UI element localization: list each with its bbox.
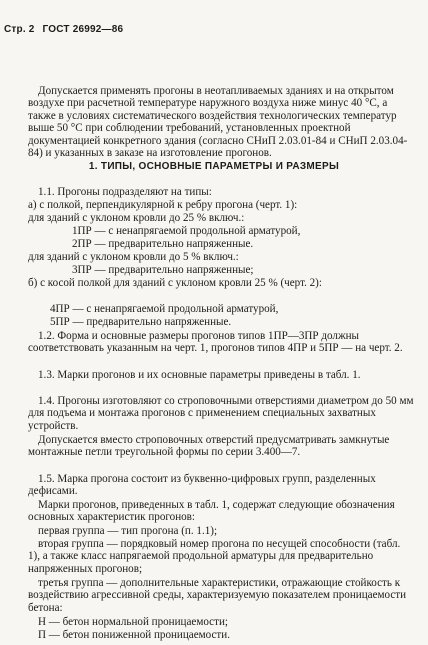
- clause-1-2: 1.2. Форма и основные размеры прогонов типов 1ПР—3ПР должны соответствовать указанным на черт. 1, прогонов типов 4ПР и 5ПР — на черт. 2.: [28, 330, 403, 355]
- clause-1-4-note: Допускается вместо строповочных отверстий предусматривать замкнутые монтажные петли треугольной формы по серии 3.400—7.: [28, 434, 390, 459]
- type-5pr: 5ПР — предварительно напряженные.: [50, 316, 232, 328]
- group-2: вторая группа — порядковый номер прогона по несущей способности (табл. 1), а также класс напрягаемой продольной арматуры для предварительно напряженных прогонов;: [28, 538, 401, 575]
- group-3: третья группа — дополнительные характеристики, отражающие стойкость к воздействию агрессивной среды, характеризуемую показателем проницаемости бетона:: [28, 577, 407, 614]
- clause-1-5: 1.5. Марка прогона состоит из буквенно-цифровых групп, разделенных дефисами.: [28, 473, 376, 498]
- type-1pr: 1ПР — с ненапрягаемой продольной арматурой,: [72, 225, 301, 237]
- type-3pr: 3ПР — предварительно напряженные;: [72, 264, 254, 276]
- type-4pr: 4ПР — с ненапрягаемой продольной арматурой,: [50, 303, 279, 315]
- group-1: первая группа — тип прогона (п. 1.1);: [38, 525, 218, 537]
- intro-paragraph: Допускается применять прогоны в неотапливаемых зданиях и на открытом воздухе при расчетной температуре наружного воздуха ниже минус 40 °С, а также в условиях систематического воздействия технологических температур выше 50 °С при соблюдении требований, установленных проектной документацией конкретного здания (согласно СНиП 2.03.01-84 и СНиП 2.03.04-84) и указанных в заказе на изготовление прогонов.: [28, 85, 408, 160]
- clause-1-1: 1.1. Прогоны подразделяют на типы:: [38, 186, 212, 198]
- roof-slope-25: для зданий с уклоном кровли до 25 % включ.:: [28, 212, 245, 224]
- clause-1-3: 1.3. Марки прогонов и их основные параметры приведены в табл. 1.: [38, 369, 361, 381]
- page-header: [4, 24, 131, 35]
- clause-1-1-b: б) с косой полкой для зданий с уклоном кровли 25 % (черт. 2):: [28, 277, 322, 289]
- concrete-reduced: П — бетон пониженной проницаемости.: [38, 629, 230, 641]
- clause-1-1-a: а) с полкой, перпендикулярной к ребру прогона (черт. 1):: [28, 199, 298, 211]
- clause-1-4: 1.4. Прогоны изготовляют со строповочными отверстиями диаметром до 50 мм для подъема и монтажа прогонов с применением специальных захватных устройств.: [28, 395, 414, 432]
- concrete-normal: Н — бетон нормальной проницаемости;: [38, 616, 228, 628]
- clause-1-5-marks: Марки прогонов, приведенных в табл. 1, содержат следующие обозначения основных характеристик прогонов:: [28, 499, 395, 524]
- type-2pr: 2ПР — предварительно напряженные.: [72, 238, 254, 250]
- standard-code: ГОСТ 26992—86: [42, 24, 124, 35]
- section-title: 1. ТИПЫ, ОСНОВНЫЕ ПАРАМЕТРЫ И РАЗМЕРЫ: [88, 161, 340, 172]
- page-number: Стр. 2: [4, 24, 35, 35]
- roof-slope-5: для зданий с уклоном кровли до 5 % включ.:: [28, 251, 239, 263]
